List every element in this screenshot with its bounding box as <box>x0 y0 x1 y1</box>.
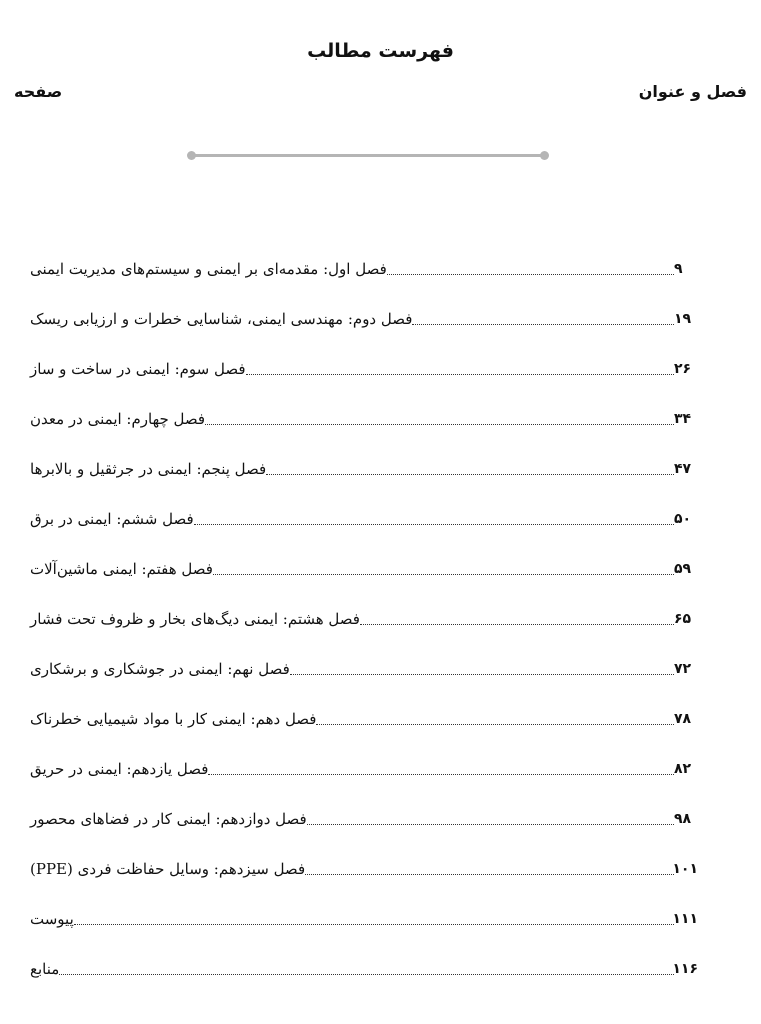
toc-entry-title: فصل اول: مقدمه‌ای بر ایمنی و سیستم‌های مدیریت ایمنی <box>30 260 387 278</box>
toc-entry[interactable] <box>24 344 704 394</box>
toc-entry-title: فصل ششم: ایمنی در برق <box>30 510 194 528</box>
toc-page-number: ۵۹ <box>674 561 692 577</box>
toc-entry[interactable] <box>24 244 704 294</box>
dot-leader <box>205 424 674 425</box>
decorative-divider <box>191 154 545 157</box>
dot-leader <box>307 824 674 825</box>
dot-leader <box>305 874 674 875</box>
toc-entry[interactable] <box>24 894 704 944</box>
toc-entry[interactable] <box>24 394 704 444</box>
toc-entry[interactable] <box>24 444 704 494</box>
toc-entry[interactable] <box>24 944 704 994</box>
chapter-column-header: فصل و عنوان <box>638 82 747 101</box>
toc-page-number: ۳۴ <box>674 411 692 427</box>
dot-leader <box>412 324 674 325</box>
toc-entry-title: فصل چهارم: ایمنی در معدن <box>30 410 206 428</box>
toc-entry[interactable] <box>24 544 704 594</box>
toc-page-number: ۹ <box>674 261 683 277</box>
toc-page-number: ۱۱۶ <box>672 961 698 977</box>
toc-entry[interactable] <box>24 844 704 894</box>
toc-entry[interactable] <box>24 644 704 694</box>
toc-entry-title: منابع <box>30 960 60 978</box>
dot-leader <box>208 774 674 775</box>
toc-entry-title: فصل نهم: ایمنی در جوشکاری و برشکاری <box>30 660 290 678</box>
toc-page-number: ۸۲ <box>674 761 692 777</box>
page-column-header: صفحه <box>14 82 63 101</box>
dot-leader <box>316 724 674 725</box>
toc-page-number: ۱۹ <box>674 311 692 327</box>
toc-entry[interactable] <box>24 294 704 344</box>
toc-page-number: ۵۰ <box>674 511 692 527</box>
page-title: فهرست مطالب <box>307 40 454 62</box>
divider-dot-right <box>540 151 549 160</box>
toc-entry[interactable] <box>24 494 704 544</box>
toc-entry-title: فصل پنجم: ایمنی در جرثقیل و بالابرها <box>30 460 267 478</box>
toc-entry-title: فصل هشتم: ایمنی دیگ‌های بخار و ظروف تحت فشار <box>30 610 360 628</box>
toc-page-number: ۲۶ <box>674 361 692 377</box>
dot-leader <box>387 274 674 275</box>
dot-leader <box>213 574 674 575</box>
dot-leader <box>266 474 674 475</box>
dot-leader <box>360 624 674 625</box>
toc-entry[interactable] <box>24 694 704 744</box>
toc-entry[interactable] <box>24 744 704 794</box>
divider-dot-left <box>187 151 196 160</box>
toc-page-number: ۱۰۱ <box>672 861 698 877</box>
toc-entry-title: فصل دوم: مهندسی ایمنی، شناسایی خطرات و ارزیابی ریسک <box>30 310 413 328</box>
toc-page-number: ۹۸ <box>674 811 692 827</box>
toc-page-number: ۷۲ <box>674 661 692 677</box>
toc-entry-title: فصل دوازدهم: ایمنی کار در فضاهای محصور <box>30 810 307 828</box>
dot-leader <box>290 674 674 675</box>
dot-leader <box>59 974 674 975</box>
toc-entry[interactable] <box>24 594 704 644</box>
table-of-contents <box>24 244 704 994</box>
toc-entry-title: فصل هفتم: ایمنی ماشین‌آلات <box>30 560 213 578</box>
dot-leader <box>194 524 674 525</box>
toc-entry[interactable] <box>24 794 704 844</box>
toc-entry-title: فصل یازدهم: ایمنی در حریق <box>30 760 209 778</box>
toc-entry-title: پیوست <box>30 910 74 928</box>
toc-entry-title: فصل سیزدهم: وسایل حفاظت فردی (PPE) <box>30 860 306 878</box>
toc-entry-title: فصل دهم: ایمنی کار با مواد شیمیایی خطرناک <box>30 710 317 728</box>
toc-page-number: ۶۵ <box>674 611 692 627</box>
dot-leader <box>74 924 674 925</box>
dot-leader <box>246 374 674 375</box>
toc-entry-title: فصل سوم: ایمنی در ساخت و ساز <box>30 360 246 378</box>
toc-page-number: ۴۷ <box>674 461 692 477</box>
toc-page-number: ۱۱۱ <box>672 911 698 927</box>
toc-page-number: ۷۸ <box>674 711 692 727</box>
